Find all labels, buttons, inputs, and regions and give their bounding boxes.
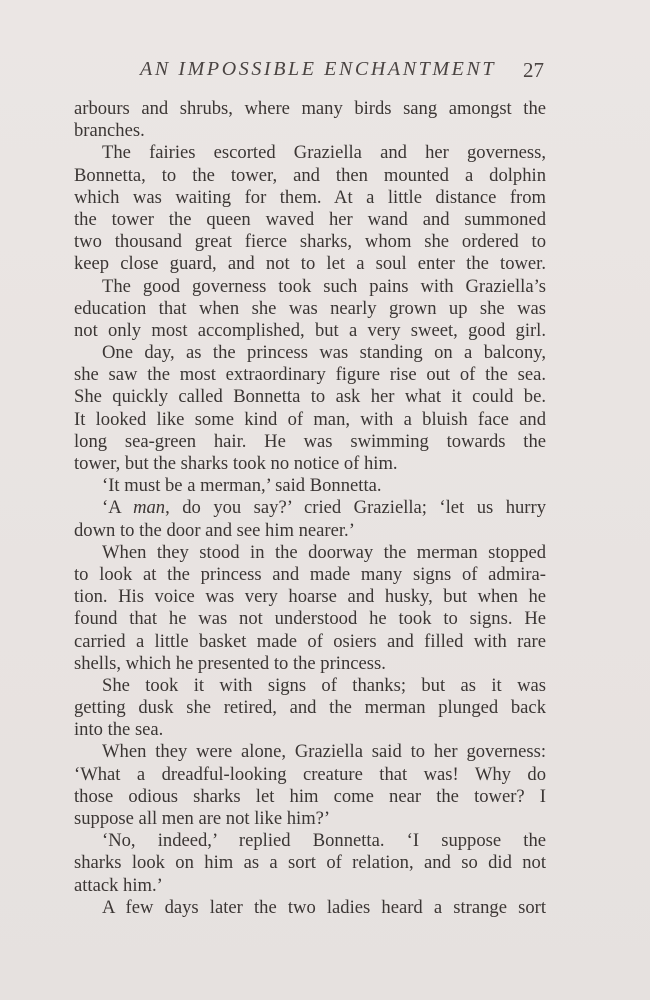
text-line: When they were alone, Graziella said to her governess: — [102, 741, 546, 763]
text-line: She took it with signs of thanks; but as it was — [102, 674, 546, 696]
page-number: 27 — [523, 58, 544, 82]
text-line: the tower the queen waved her wand and summoned — [74, 208, 546, 230]
text-line: The fairies escorted Graziella and her governess, — [102, 142, 546, 164]
text-line: shells, which he presented to the princess. — [74, 652, 386, 674]
text-line: to look at the princess and made many signs of admira- — [74, 563, 546, 585]
text-line: long sea-green hair. He was swimming towards the — [74, 430, 546, 452]
running-head-title: AN IMPOSSIBLE ENCHANTMENT — [140, 58, 497, 80]
text-line: suppose all men are not like him?’ — [74, 808, 331, 829]
text-line: The good governess took such pains with Graziella’s — [102, 275, 546, 297]
text-line: those odious sharks let him come near the tower? I — [74, 785, 546, 807]
text-line: keep close guard, and not to let a soul enter the tower. — [74, 253, 546, 275]
running-head — [140, 58, 550, 88]
text-line: down to the door and see him nearer.’ — [74, 519, 355, 541]
body-text — [74, 98, 546, 919]
text-line: ‘A man, do you say?’ cried Graziella; ‘let us hurry — [102, 497, 546, 519]
text-line: getting dusk she retired, and the merman plunged back — [74, 697, 546, 719]
text-line: sharks look on him as a sort of relation, and so did not — [74, 852, 546, 874]
text-line: arbours and shrubs, where many birds sang amongst the — [74, 98, 546, 119]
text-line: branches. — [74, 120, 145, 142]
text-line: carried a little basket made of osiers and filled with rare — [74, 630, 546, 652]
text-line: found that he was not understood he took to signs. He — [74, 608, 546, 630]
text-line: ‘It must be a merman,’ said Bonnetta. — [102, 475, 382, 497]
text-line: tower, but the sharks took no notice of him. — [74, 453, 398, 474]
italic-word: man — [133, 497, 166, 519]
text-line: Bonnetta, to the tower, and then mounted a dolphin — [74, 164, 546, 186]
text-line: not only most accomplished, but a very sweet, good girl. — [74, 319, 546, 341]
text-line: It looked like some kind of man, with a bluish face and — [74, 408, 546, 430]
text-line: One day, as the princess was standing on a balcony, — [102, 342, 546, 364]
text-line: she saw the most extraordinary figure rise out of the sea. — [74, 364, 546, 386]
text-line: When they stood in the doorway the merman stopped — [102, 541, 546, 563]
text-line: A few days later the two ladies heard a strange sort — [102, 896, 546, 918]
text-line: into the sea. — [74, 719, 164, 741]
text-line: ‘What a dreadful-looking creature that was! Why do — [74, 763, 546, 785]
text-line: two thousand great fierce sharks, whom she ordered to — [74, 231, 546, 253]
text-line: attack him.’ — [74, 874, 163, 896]
text-line: which was waiting for them. At a little distance from — [74, 186, 546, 208]
text-line: education that when she was nearly grown up she was — [74, 297, 546, 319]
text-line: She quickly called Bonnetta to ask her what it could be. — [74, 386, 546, 408]
text-line: tion. His voice was very hoarse and husky, but when he — [74, 586, 546, 608]
text-line: ‘No, indeed,’ replied Bonnetta. ‘I suppose the — [102, 830, 546, 852]
